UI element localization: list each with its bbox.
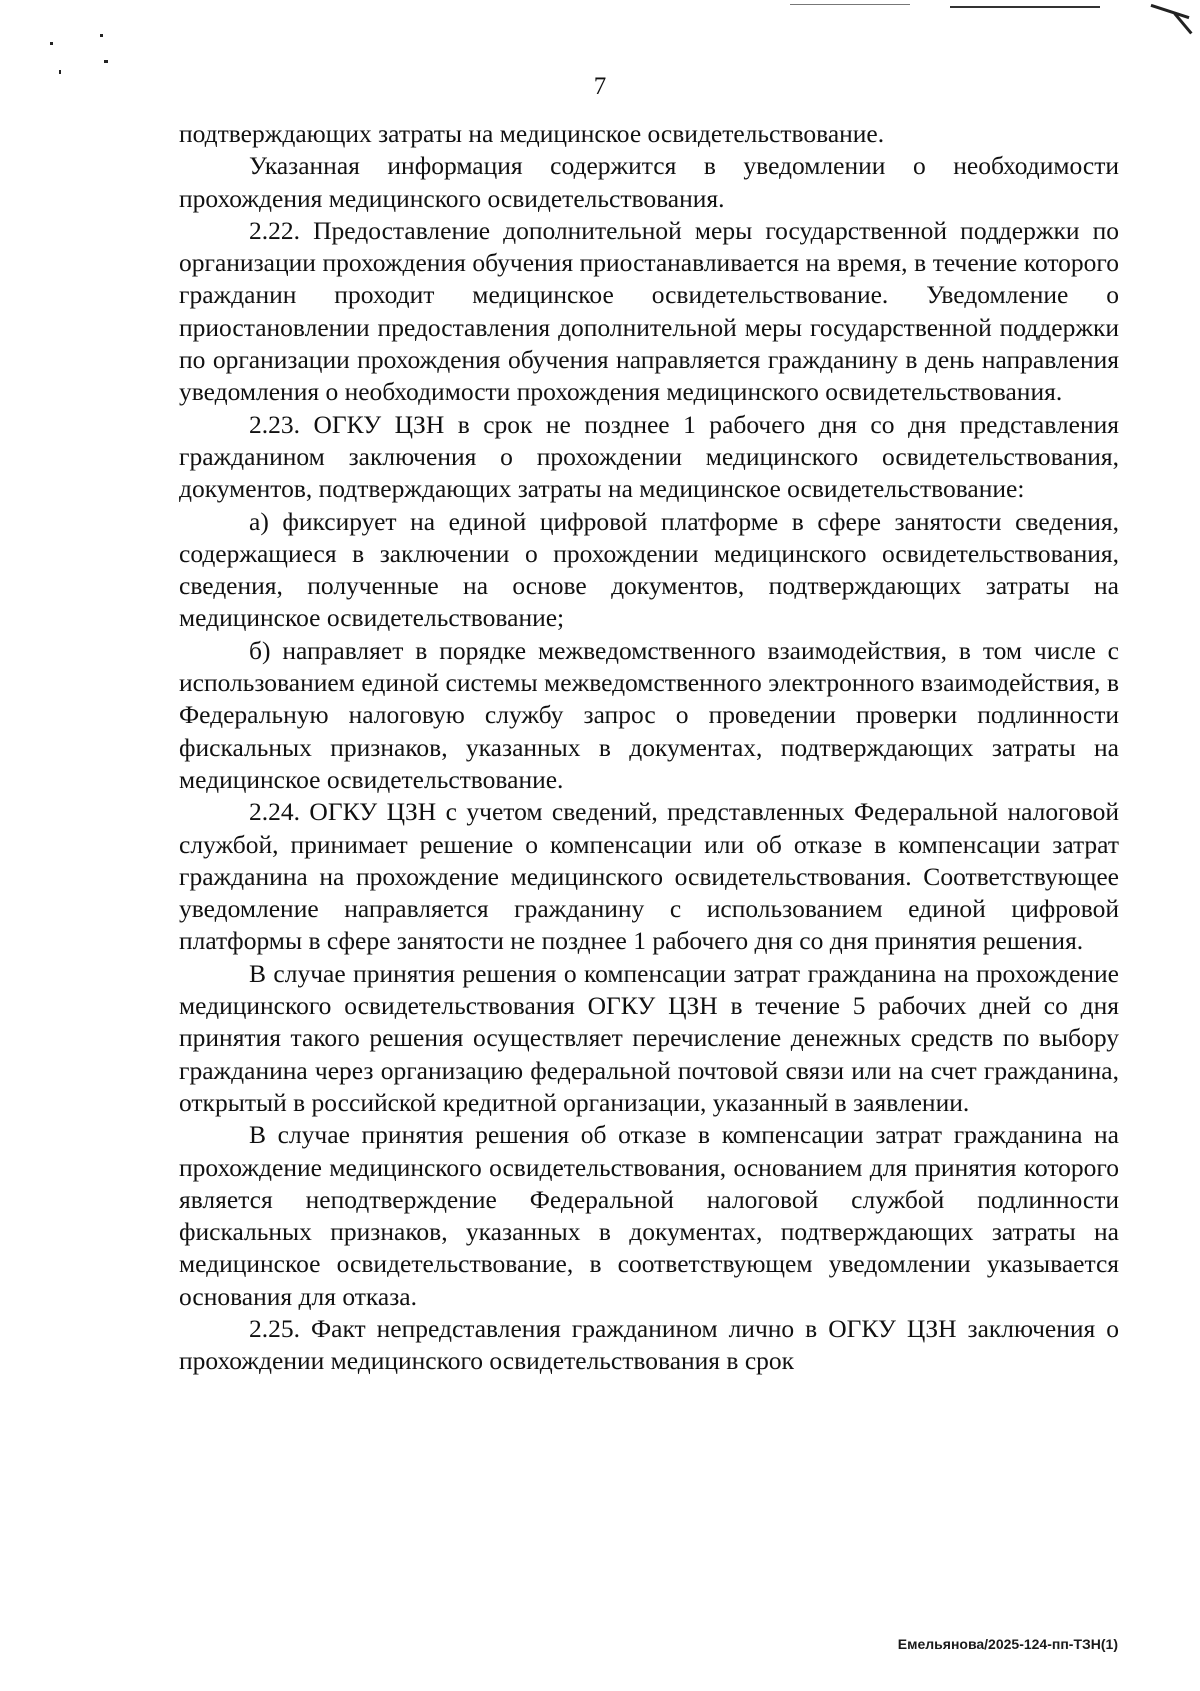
scan-artifact-top-left-1 bbox=[50, 42, 53, 45]
paragraph-2-22: 2.22. Предоставление дополнительной меры государственной поддержки по организации прохождения обучения приостанавливается на время, в течение которого гражданин проходит медицинское освидетельствование. Уведомление о приостановлении предоставления дополнительной меры государственной поддержки по организации прохождения обучения направляется гражданину в день направления уведомления о необходимости прохождения медицинского освидетельствования. bbox=[179, 215, 1119, 407]
document-reference: Емельянова/2025-124-пп-ТЗН(1) bbox=[897, 1636, 1118, 1652]
scan-artifact-top-right-corner bbox=[1151, 4, 1190, 19]
paragraph-info-notice: Указанная информация содержится в уведомлении о необходимости прохождения медицинского освидетельствования. bbox=[179, 151, 1119, 213]
paragraph-2-23: 2.23. ОГКУ ЦЗН в срок не позднее 1 рабочего дня со дня представления гражданином заключения о прохождении медицинского освидетельствования, документов, подтверждающих затраты на медицинское освидетельствование: bbox=[179, 409, 1119, 504]
scan-artifact-top-left-2 bbox=[100, 34, 103, 37]
scan-artifact-top-line-2 bbox=[950, 6, 1100, 8]
document-body bbox=[179, 118, 1119, 1378]
paragraph-2-23-b: б) направляет в порядке межведомственного взаимодействия, в том числе с использованием единой системы межведомственного электронного взаимодействия, в Федеральную налоговую службу запрос о проведении проверки подлинности фискальных признаков, указанных в документах, подтверждающих затраты на медицинское освидетельствование. bbox=[179, 635, 1119, 794]
paragraph-continuation: подтверждающих затраты на медицинское освидетельствование. bbox=[179, 119, 885, 148]
page-number: 7 bbox=[593, 73, 607, 100]
paragraph-2-25: 2.25. Факт непредставления гражданином лично в ОГКУ ЦЗН заключения о прохождении медицинского освидетельствования в срок bbox=[179, 1313, 1119, 1376]
paragraph-2-24: 2.24. ОГКУ ЦЗН с учетом сведений, представленных Федеральной налоговой службой, принимает решение о компенсации или об отказе в компенсации затрат гражданина на прохождение медицинского освидетельствования. Соответствующее уведомление направляется гражданину с использованием единой цифровой платформы в сфере занятости не позднее 1 рабочего дня со дня принятия решения. bbox=[179, 797, 1119, 956]
scan-artifact-top-left-3 bbox=[104, 60, 108, 63]
paragraph-compensation-approved: В случае принятия решения о компенсации затрат гражданина на прохождение медицинского освидетельствования ОГКУ ЦЗН в течение 5 рабочих дней со дня принятия такого решения осуществляет перечисление денежных средств по выбору гражданина через организацию федеральной почтовой связи или на счет гражданина, открытый в российской кредитной организации, указанный в заявлении. bbox=[179, 958, 1119, 1117]
paragraph-compensation-refused: В случае принятия решения об отказе в компенсации затрат гражданина на прохождение медицинского освидетельствования, основанием для принятия которого является неподтверждение Федеральной налоговой службой подлинности фискальных признаков, указанных в документах, подтверждающих затраты на медицинское освидетельствование, в соответствующем уведомлении указывается основания для отказа. bbox=[179, 1120, 1119, 1311]
paragraph-2-23-a: а) фиксирует на единой цифровой платформе в сфере занятости сведения, содержащиеся в заключении о прохождении медицинского освидетельствования, сведения, полученные на основе документов, подтверждающих затраты на медицинское освидетельствование; bbox=[179, 506, 1119, 633]
scan-artifact-top-line-1 bbox=[790, 4, 910, 5]
